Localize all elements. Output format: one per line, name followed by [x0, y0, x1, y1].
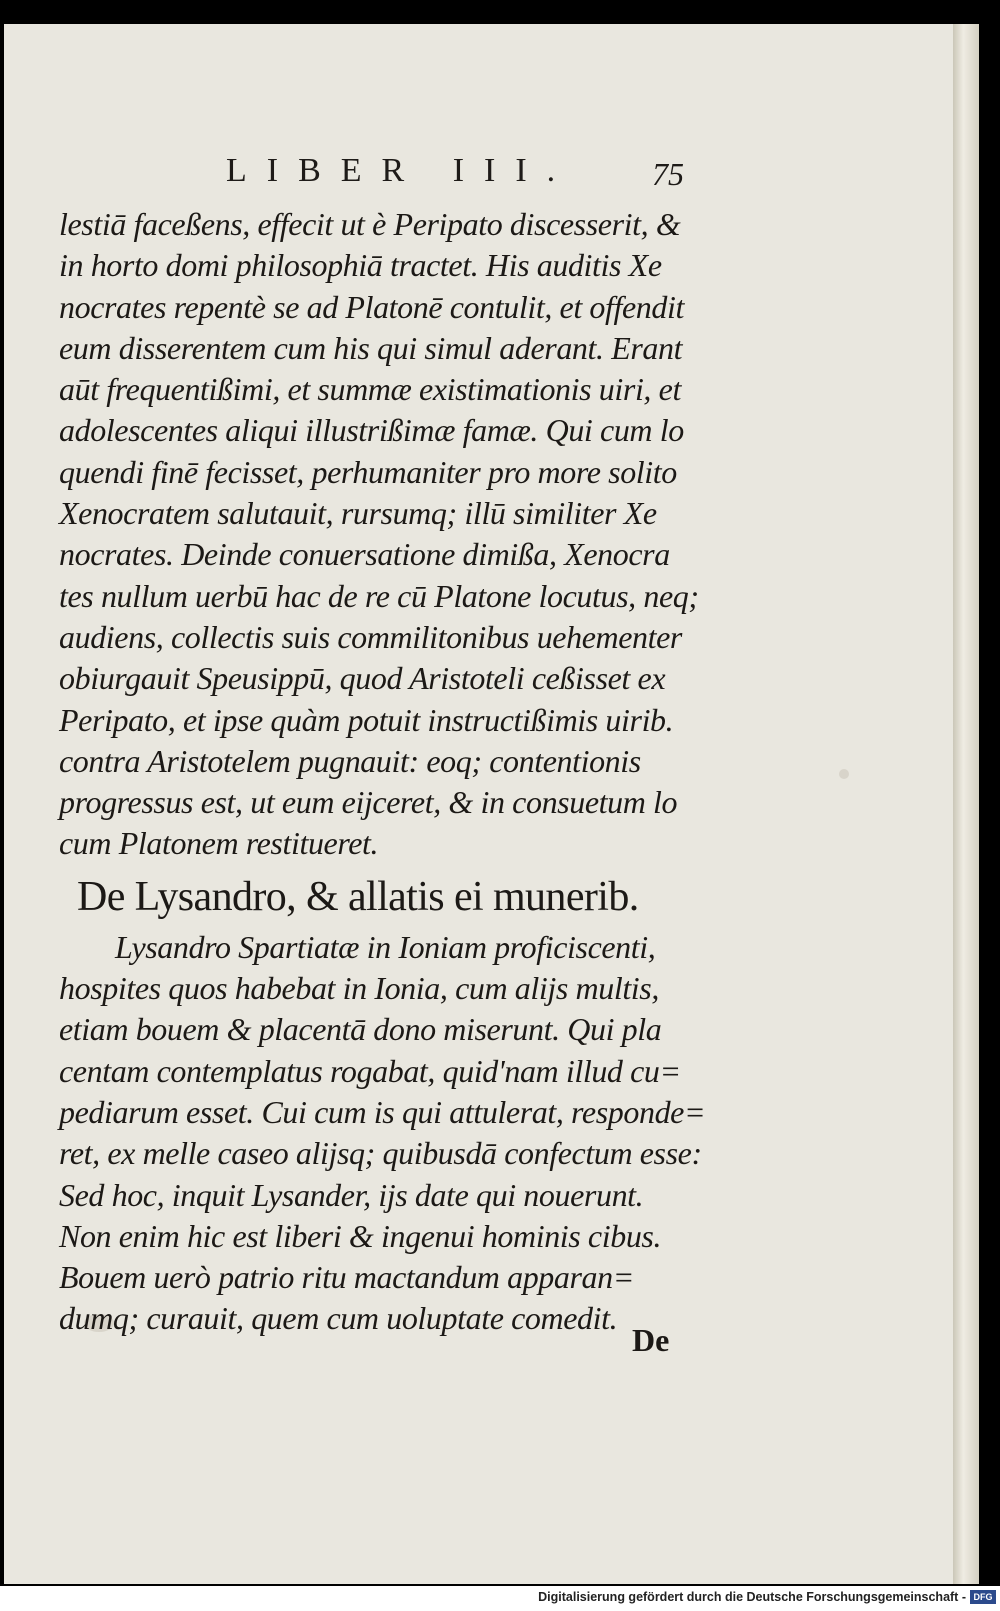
text-line: quendi finē fecisset, perhumaniter pro more solito — [59, 453, 677, 490]
paragraph — [59, 927, 706, 1340]
footer-credit: Digitalisierung gefördert durch die Deutsche Forschungsgemeinschaft - — [538, 1590, 966, 1604]
text-line: Non enim hic est liberi & ingenui hominis cibus. — [59, 1217, 662, 1254]
text-line: centam contemplatus rogabat, quid'nam illud cu= — [59, 1052, 681, 1089]
text-line: nocrates repentè se ad Platonē contulit, et offendit — [59, 288, 684, 325]
book-page — [4, 24, 979, 1584]
page-header — [214, 142, 684, 202]
text-line: Sed hoc, inquit Lysander, ijs date qui nouerunt. — [59, 1176, 644, 1213]
text-line: adolescentes aliqui illustrißimæ famæ. Qui cum lo — [59, 412, 684, 449]
text-line: Lysandro Spartiatæ in Ioniam proficiscenti, — [115, 928, 656, 965]
dfg-logo: DFG — [970, 1590, 996, 1604]
page-edge — [953, 24, 979, 1584]
paper-stain — [839, 769, 849, 779]
text-line: nocrates. Deinde conuersatione dimißa, Xenocra — [59, 536, 670, 573]
text-line: contra Aristotelem pugnauit: eoq; contentionis — [59, 742, 641, 779]
running-title: LIBER III. — [226, 152, 576, 189]
text-line: progressus est, ut eum eijceret, & in consuetum lo — [59, 784, 678, 821]
text-line: ret, ex melle caseo alijsq; quibusdā confectum esse: — [59, 1135, 702, 1172]
text-line: lestiā faceßens, effecit ut è Peripato discesserit, & — [59, 206, 681, 242]
text-line: Xenocratem salutauit, rursumq; illū similiter Xe — [59, 495, 657, 532]
text-line: cum Platonem restitueret. — [59, 825, 379, 862]
text-line: tes nullum uerbū hac de re cū Platone locutus, neq; — [59, 577, 699, 614]
text-line: audiens, collectis suis commilitonibus uehementer — [59, 618, 682, 655]
text-line: Bouem uerò patrio ritu mactandum apparan= — [59, 1259, 634, 1296]
text-line: in horto domi philosophiā tractet. His auditis Xe — [59, 247, 662, 284]
digitization-footer — [0, 1586, 1000, 1611]
text-line: obiurgauit Speusippū, quod Aristoteli ceßisset ex — [59, 660, 666, 697]
text-line: Peripato, et ipse quàm potuit instructißimis uirib. — [59, 701, 674, 738]
text-line: etiam bouem & placentā dono miserunt. Qui pla — [59, 1011, 662, 1048]
catchword: De — [632, 1322, 670, 1358]
page-number: 75 — [652, 156, 684, 192]
section-heading: De Lysandro, & allatis ei munerib. — [77, 873, 639, 920]
text-line: eum disserentem cum his qui simul aderant. Erant — [59, 329, 683, 366]
paragraph — [59, 204, 699, 865]
text-line: pediarum esset. Cui cum is qui attulerat, responde= — [59, 1093, 706, 1130]
text-line: aūt frequentißimi, et summæ existimationis uiri, et — [59, 371, 681, 408]
text-line: hospites quos habebat in Ionia, cum alijs multis, — [59, 970, 659, 1007]
text-block — [59, 204, 706, 1340]
text-line: dumq; curauit, quem cum uoluptate comedit. — [59, 1300, 618, 1337]
